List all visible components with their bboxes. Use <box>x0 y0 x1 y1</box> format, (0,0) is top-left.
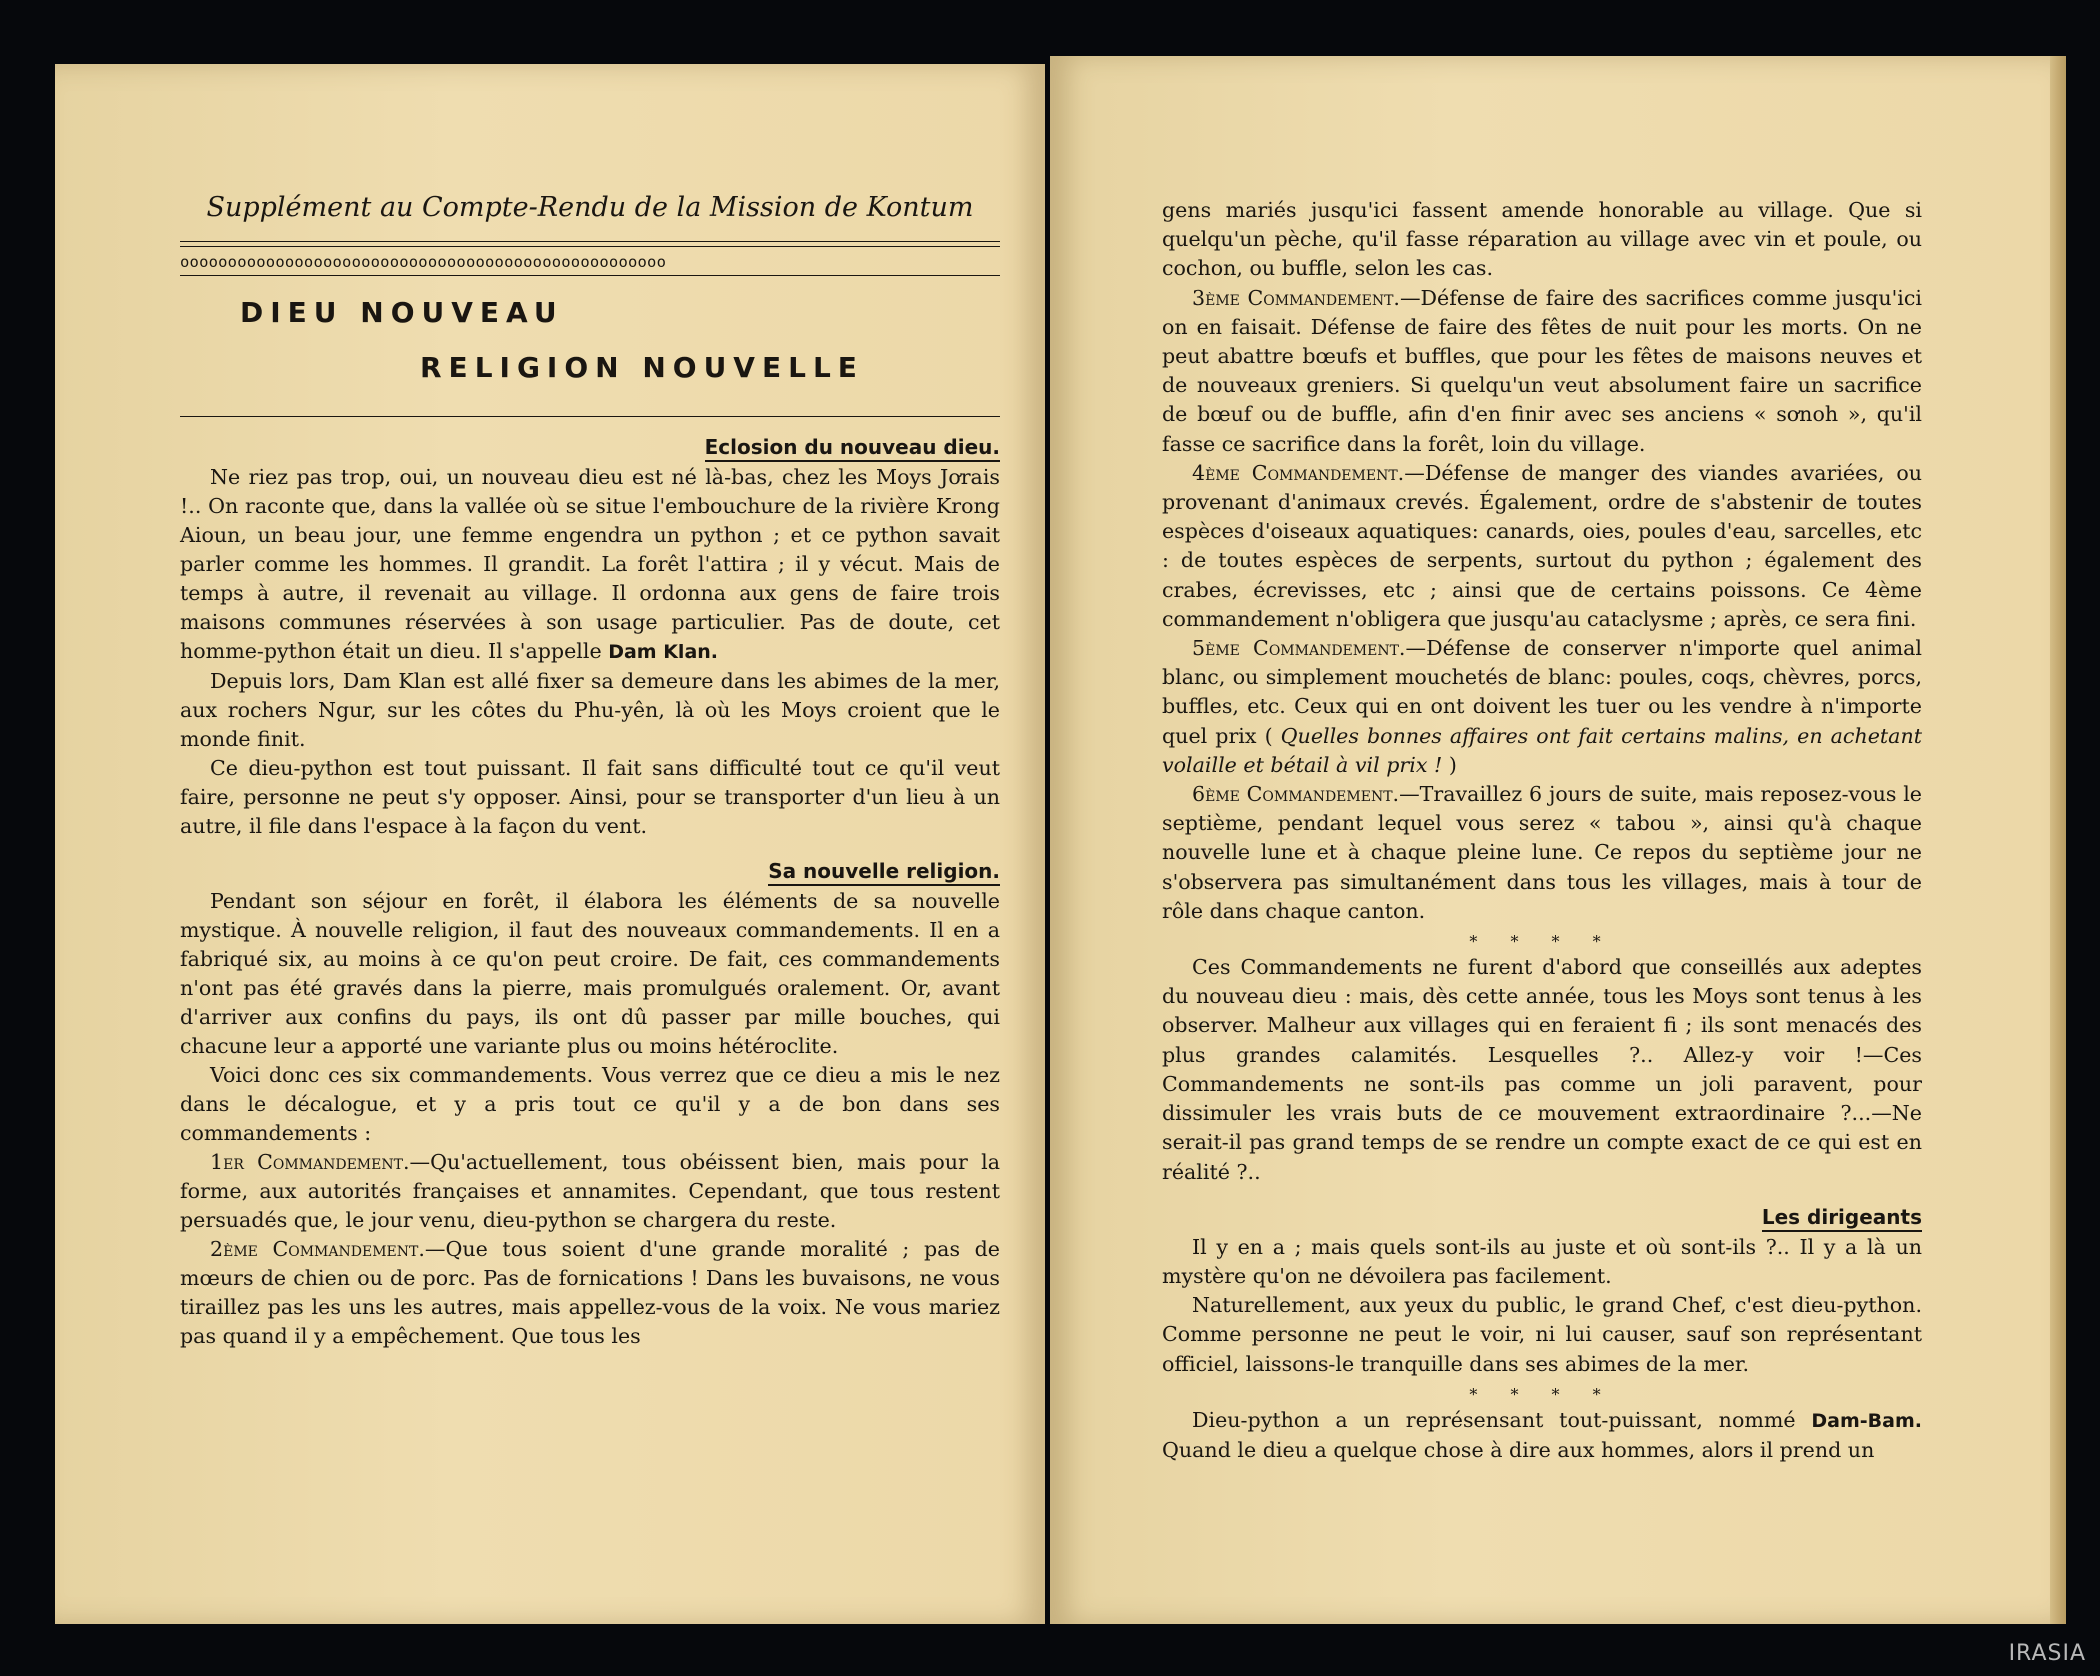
paragraph: Naturellement, aux yeux du public, le grand Chef, c'est dieu-python. Comme personne ne peut le voir, ni lui causer, sauf son représentant officiel, laissons-le tranquille dans ses abimes de la mer. <box>1162 1293 1922 1376</box>
page-edge <box>2050 56 2066 1624</box>
rule-divider <box>180 275 1000 276</box>
ornament-row: ooooooooooooooooooooooooooooooooooooooooooooooooooo <box>180 253 667 271</box>
commandment-3: 3ème Commandement.—Défense de faire des sacrifices comme jusqu'ici on en faisait. Défense de faire des fêtes de nuit pour les morts. On ne peut abattre bœufs et buffles, que pour les fêtes de maisons neuves et de nouveaux greniers. Si quelqu'un veut absolument faire un sacrifice de bœuf ou de buffle, afin d'en finir avec ses anciens « sơnoh », qu'il fasse ce sacrifice dans la forêt, loin du village. <box>1162 285 1922 456</box>
title-line-2: RELIGION NOUVELLE <box>420 351 864 384</box>
left-page <box>55 64 1045 1624</box>
supplement-header: Supplément au Compte-Rendu de la Mission de Kontum <box>206 192 974 223</box>
left-column <box>180 192 1000 1351</box>
commandment-4: 4ème Commandement.—Défense de manger des viandes avariées, ou provenant d'animaux crevés. Également, ordre de s'abstenir de toutes espèces d'oiseaux aquatiques: canards, oies, poules d'eau, sarcelles, etc : de toutes espèces de serpents, surtout du python ; également des crabes, écrevisses, etc ; ainsi que de certains poissons. Ce 4ème commandement n'obligera que jusqu'au cataclysme ; après, ce sera fini. <box>1162 460 1922 631</box>
commandment-5: 5ème Commandement.—Défense de conserver n'importe quel animal blanc, ou simplement mouchetés de blanc: poules, coqs, chèvres, porcs, buffles, etc. Ceux qui en ont doivent les tuer ou les vendre à n'importe quel prix ( Quelles bonnes affaires ont fait certains malins, en achetant volaille et bétail à vil prix ! ) <box>1162 636 1922 777</box>
section-heading-dirigeants: Les dirigeants <box>1162 1205 1922 1229</box>
paragraph: Depuis lors, Dam Klan est allé fixer sa demeure dans les abimes de la mer, aux rochers Ngur, sur les côtes du Phu-yên, là où les Moys croient que le monde finit. <box>180 669 1000 751</box>
star-separator: * * * * <box>1469 932 1615 952</box>
title-rule <box>180 416 1000 417</box>
paragraph: Voici donc ces six commandements. Vous verrez que ce dieu a mis le nez dans le décalogue, et y a pris tout ce qu'il y a de bon dans ses commandements : <box>180 1063 1000 1145</box>
commandment-1: 1er Commandement.—Qu'actuellement, tous obéissent bien, mais pour la forme, aux autorités françaises et annamites. Cependant, que tous restent persuadés que, le jour venu, dieu-python se chargera du reste. <box>180 1150 1000 1232</box>
paragraph: Ces Commandements ne furent d'abord que conseillés aux adeptes du nouveau dieu : mais, dès cette année, tous les Moys sont tenus à les observer. Malheur aux villages qui en feraient fi ; ils sont menacés des plus grandes calamités. Lesquelles ?.. Allez-y voir !—Ces Commandements ne sont-ils pas comme un joli paravent, pour dissimuler les vrais buts de ce mouvement extraordinaire ?...—Ne serait-il pas grand temps de se rendre un compte exact de ce qui est en réalité ?.. <box>1162 955 1922 1184</box>
name-dam-klan: Dam Klan. <box>608 641 719 663</box>
section-heading-religion: Sa nouvelle religion. <box>180 859 1000 883</box>
paragraph: Ne riez pas trop, oui, un nouveau dieu est né là-bas, chez les Moys Jơrais !.. On raconte que, dans la vallée où se situe l'embouchure de la rivière Krong Aioun, un beau jour, une femme engendra un python ; et ce python savait parler comme les hommes. Il grandit. La forêt l'attira ; il y vécut. Mais de temps à autre, il revenait au village. Il ordonna aux gens de faire trois maisons communes réservées à son usage particulier. Pas de doute, cet homme-python était un dieu. Il s'appelle Dam Klan. <box>180 465 1000 663</box>
star-separator: * * * * <box>1469 1384 1615 1404</box>
commandment-6: 6ème Commandement.—Travaillez 6 jours de suite, mais reposez-vous le septième, pendant lequel vous serez « tabou », ainsi qu'à chaque nouvelle lune et à chaque pleine lune. Ce repos du septième jour ne s'observera pas simultanément dans tous les villages, mais à tour de rôle dans chaque canton. <box>1162 782 1922 923</box>
commandment-2: 2ème Commandement.—Que tous soient d'une grande moralité ; pas de mœurs de chien ou de porc. Pas de fornications ! Dans les buvaisons, ne vous tiraillez pas les uns les autres, mais appellez-vous de la voix. Ne vous mariez pas quand il y a empêchement. Que tous les <box>180 1237 1000 1348</box>
paragraph-continued: gens mariés jusqu'ici fassent amende honorable au village. Que si quelqu'un pèche, qu'il fasse réparation au village avec vin et poule, ou cochon, ou buffle, selon les cas. <box>1162 198 1922 281</box>
title-line-1: DIEU NOUVEAU <box>240 296 564 329</box>
paragraph: Ce dieu-python est tout puissant. Il fait sans difficulté tout ce qu'il veut faire, personne ne peut s'y opposer. Ainsi, pour se transporter d'un lieu à un autre, il file dans l'espace à la façon du vent. <box>180 756 1000 838</box>
right-column <box>1162 196 1922 1465</box>
section-heading-eclosion: Eclosion du nouveau dieu. <box>180 435 1000 459</box>
name-dam-bam: Dam-Bam. <box>1811 1409 1922 1432</box>
right-page <box>1050 56 2050 1624</box>
paragraph: Pendant son séjour en forêt, il élabora les éléments de sa nouvelle mystique. À nouvelle religion, il faut des nouveaux commandements. Il en a fabriqué six, au moins à ce qu'on peut croire. De fait, ces commandements n'ont pas été gravés dans la pierre, mais promulgués oralement. Or, avant d'arriver aux confins du pays, ils ont dû passer par mille bouches, qui chacune leur a apporté une variante plus ou moins hétéroclite. <box>180 889 1000 1058</box>
paragraph: Il y en a ; mais quels sont-ils au juste et où sont-ils ?.. Il y a là un mystère qu'on ne dévoilera pas facilement. <box>1162 1234 1922 1288</box>
double-rule <box>180 241 1000 247</box>
watermark-logo: IRASIA <box>2008 1641 2086 1666</box>
paragraph: Dieu-python a un représensant tout-puissant, nommé Dam-Bam. Quand le dieu a quelque chose à dire aux hommes, alors il prend un <box>1162 1407 1922 1462</box>
